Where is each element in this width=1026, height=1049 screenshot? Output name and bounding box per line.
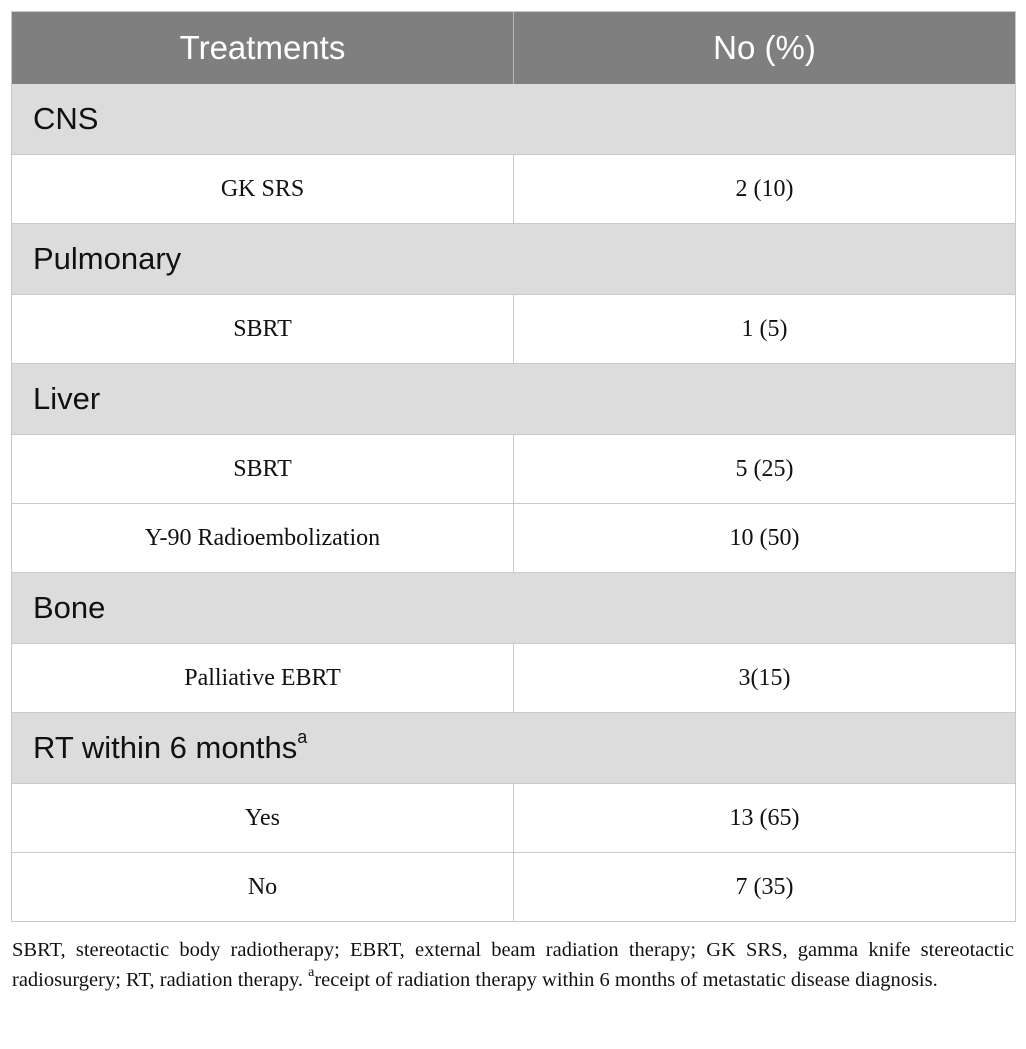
treatment-cell: SBRT — [12, 295, 514, 364]
header-no-pct: No (%) — [514, 12, 1016, 84]
treatments-table — [11, 11, 1016, 922]
value-cell: 13 (65) — [514, 784, 1016, 853]
treatment-cell: SBRT — [12, 435, 514, 504]
section-row-pulmonary — [12, 224, 1015, 295]
section-label: Pulmonary — [12, 224, 1015, 295]
value-cell: 1 (5) — [514, 295, 1016, 364]
value-cell: 5 (25) — [514, 435, 1016, 504]
treatment-cell: Palliative EBRT — [12, 644, 514, 713]
section-row-liver — [12, 364, 1015, 435]
table-row — [12, 644, 1015, 713]
section-row-bone — [12, 573, 1015, 644]
section-row-rt-within-6-months — [12, 713, 1015, 784]
section-label: CNS — [12, 84, 1015, 155]
section-label: Liver — [12, 364, 1015, 435]
footnote-note: receipt of radiation therapy within 6 months of metastatic disease diagnosis. — [314, 969, 938, 991]
section-label: Bone — [12, 573, 1015, 644]
section-label-cell — [12, 713, 1015, 784]
table-row — [12, 853, 1015, 922]
table-row — [12, 504, 1015, 573]
table-footnote — [12, 935, 1014, 995]
value-cell: 2 (10) — [514, 155, 1016, 224]
footnote-marker: a — [297, 726, 308, 747]
treatments-table-grid — [12, 12, 1015, 921]
footnote-abbreviations: SBRT, stereotactic body radiotherapy; EBRT, external beam radiation therapy; GK SRS, gamma knife stereotactic radiosurgery; RT, radiation therapy. — [12, 939, 1014, 991]
table-header-row — [12, 12, 1015, 84]
treatment-cell: No — [12, 853, 514, 922]
value-cell: 7 (35) — [514, 853, 1016, 922]
treatment-cell: GK SRS — [12, 155, 514, 224]
value-cell: 10 (50) — [514, 504, 1016, 573]
table-row — [12, 435, 1015, 504]
treatment-cell: Y-90 Radioembolization — [12, 504, 514, 573]
table-row — [12, 295, 1015, 364]
value-cell: 3(15) — [514, 644, 1016, 713]
section-label: RT within 6 months — [33, 730, 298, 765]
footnote-marker: a — [308, 965, 315, 981]
table-row — [12, 155, 1015, 224]
table-row — [12, 784, 1015, 853]
treatment-cell: Yes — [12, 784, 514, 853]
section-row-cns — [12, 84, 1015, 155]
header-treatments: Treatments — [12, 12, 514, 84]
